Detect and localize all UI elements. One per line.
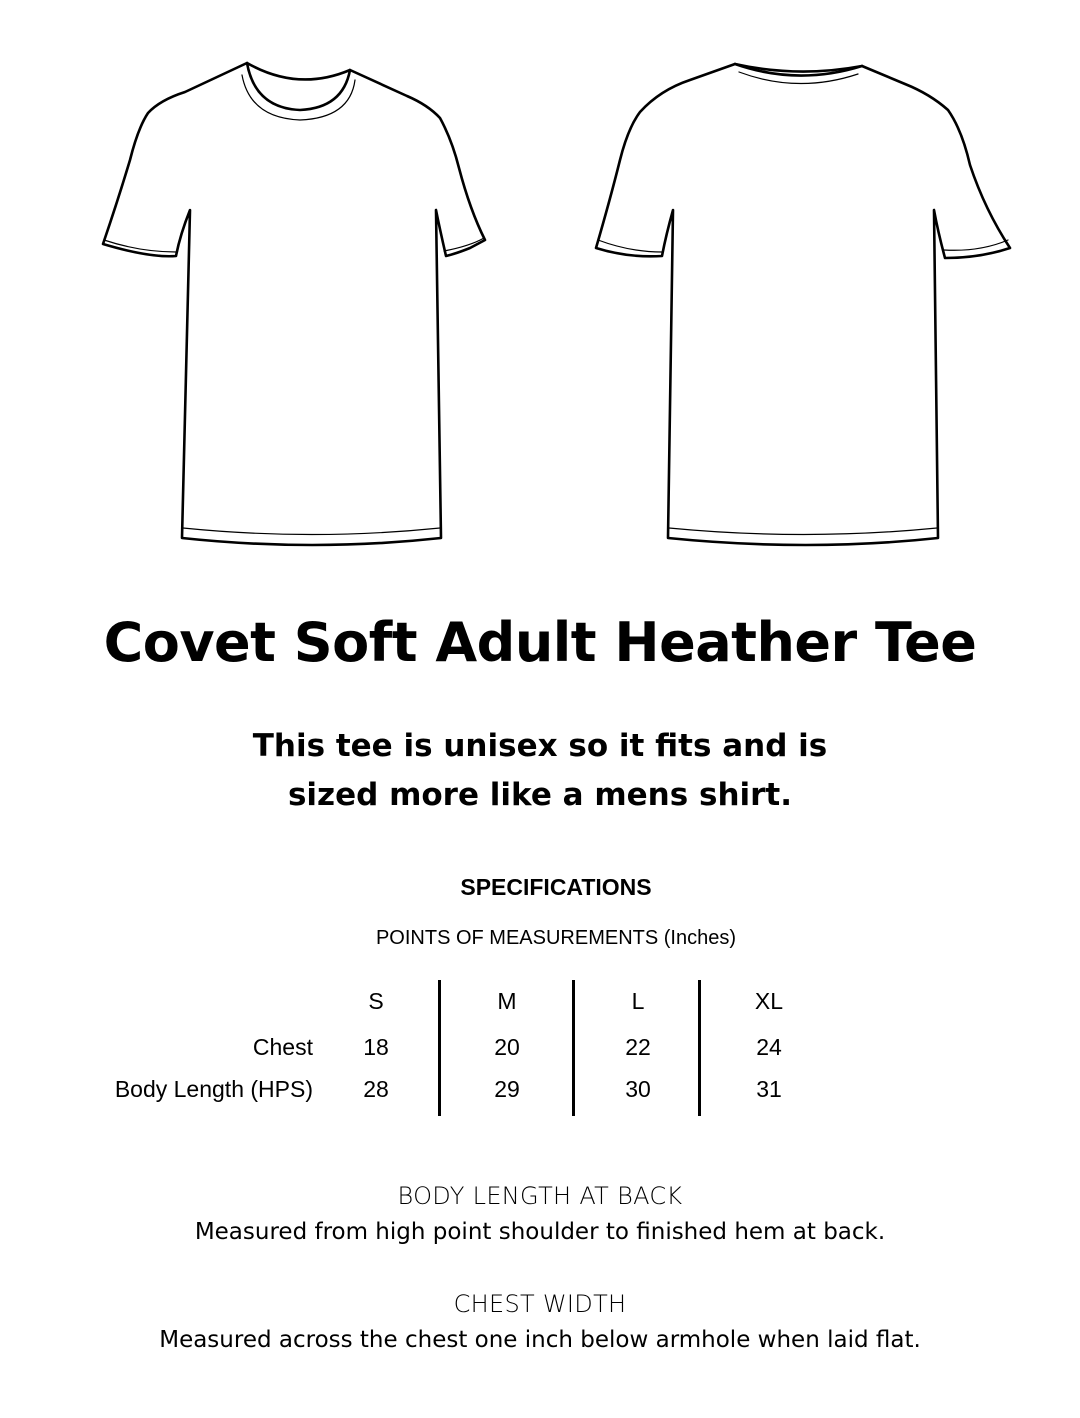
column-divider (572, 980, 575, 1116)
tshirt-back-icon (596, 64, 1010, 545)
chest-value-m: 20 (494, 1034, 520, 1060)
column-divider (438, 980, 441, 1116)
unisex-note-line-1: This tee is unisex so it fits and is (252, 728, 828, 764)
size-header-l: L (631, 988, 645, 1014)
body-length-note-text: Measured from high point shoulder to finished hem at back. (194, 1219, 886, 1245)
size-header-xl: XL (754, 988, 784, 1014)
specifications-heading: SPECIFICATIONS (460, 874, 652, 900)
chest-width-note-heading: CHEST WIDTH (453, 1290, 627, 1318)
body-length-note-heading: BODY LENGTH AT BACK (397, 1182, 683, 1210)
body-length-value-l: 30 (625, 1076, 651, 1102)
chest-value-xl: 24 (756, 1034, 782, 1060)
chest-value-s: 18 (363, 1034, 389, 1060)
body-length-value-s: 28 (363, 1076, 389, 1102)
tshirt-front-icon (103, 63, 485, 545)
chest-value-l: 22 (625, 1034, 651, 1060)
row-label-body-length: Body Length (HPS) (114, 1076, 313, 1102)
size-header-s: S (368, 988, 384, 1014)
tshirt-illustrations (0, 0, 1080, 560)
chest-width-note-text: Measured across the chest one inch below armhole when laid flat. (159, 1327, 921, 1353)
measurements-subheading: POINTS OF MEASUREMENTS (Inches) (375, 927, 737, 949)
body-length-value-xl: 31 (756, 1076, 782, 1102)
size-header-m: M (497, 988, 517, 1014)
row-label-chest: Chest (252, 1034, 313, 1060)
unisex-note-line-2: sized more like a mens shirt. (287, 777, 793, 813)
body-length-value-m: 29 (494, 1076, 520, 1102)
column-divider (698, 980, 701, 1116)
product-title: Covet Soft Adult Heather Tee (103, 611, 977, 674)
